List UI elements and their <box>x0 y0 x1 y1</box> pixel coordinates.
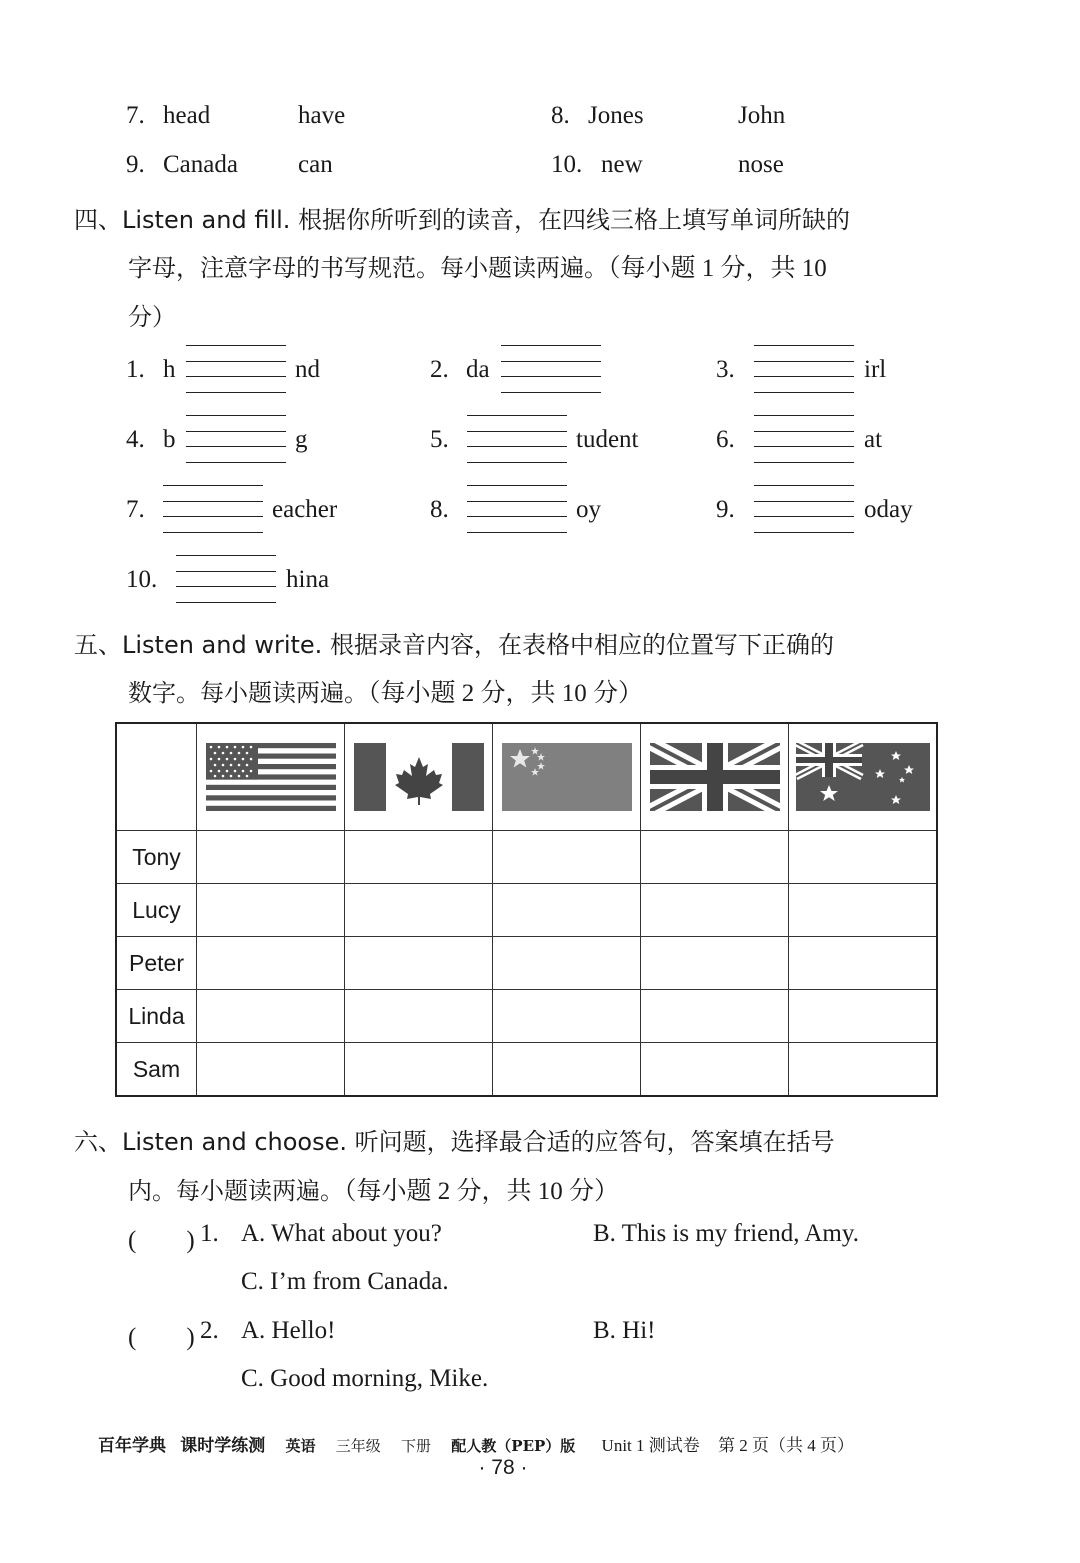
top-row-10-word1: new <box>601 151 643 178</box>
china-flag-cell <box>493 723 641 831</box>
top-row-10-num: 10. <box>551 151 583 178</box>
table-cell[interactable] <box>345 831 493 884</box>
section6-instruction-line2 <box>128 1171 619 1207</box>
section6-line2: 内。每小题读两遍。 <box>128 1177 344 1205</box>
table-cell[interactable] <box>493 1043 641 1097</box>
australia-flag-cell <box>789 723 938 831</box>
china-flag-icon <box>502 743 632 811</box>
section6-line1: 听问题，选择最合适的应答句，答案填在括号 <box>354 1128 835 1156</box>
fill-item-post: at <box>864 426 883 453</box>
section4-line1: 根据你所听到的读音，在四线三格上填写单词所缺的 <box>298 206 851 234</box>
section5-instruction-line2 <box>128 673 643 709</box>
section4-label: 四、 <box>74 206 122 234</box>
fill-item-num: 5. <box>430 426 449 453</box>
fill-item-pre: h <box>163 356 176 383</box>
section6-title-en: Listen and choose. <box>122 1128 348 1156</box>
table-cell[interactable] <box>197 1043 345 1097</box>
four-line-grid-7[interactable] <box>163 485 263 533</box>
four-line-grid-2[interactable] <box>501 345 601 393</box>
four-line-grid-8[interactable] <box>467 485 567 533</box>
table-cell[interactable] <box>641 831 789 884</box>
footer-volume: 下册 <box>401 1437 432 1455</box>
table-cell[interactable] <box>197 884 345 937</box>
fill-item-num: 3. <box>716 356 735 383</box>
top-row-7-word2: have <box>298 102 346 129</box>
option-c: C. Good morning, Mike. <box>241 1365 489 1392</box>
fill-item-post: tudent <box>576 426 639 453</box>
table-cell[interactable] <box>493 990 641 1043</box>
table-cell[interactable] <box>345 1043 493 1097</box>
table-cell[interactable] <box>197 831 345 884</box>
usa-flag-icon <box>206 743 336 811</box>
table-cell[interactable] <box>641 1043 789 1097</box>
section5-heading <box>74 625 834 660</box>
section4-score-end: 分） <box>128 303 176 331</box>
top-row-8-word2: John <box>738 102 786 129</box>
table-cell[interactable] <box>197 937 345 990</box>
top-row-10-word2: nose <box>738 151 784 178</box>
table-cell[interactable] <box>493 884 641 937</box>
australia-flag-icon <box>796 743 930 811</box>
row-name-tony: Tony <box>116 831 197 884</box>
fill-item-post: hina <box>286 566 330 593</box>
table-cell[interactable] <box>641 937 789 990</box>
question-num: 2. <box>200 1317 219 1344</box>
page-number: · 78 · <box>478 1456 528 1479</box>
fill-item-pre: da <box>466 356 490 383</box>
section4-line2: 字母，注意字母的书写规范。每小题读两遍。 <box>128 254 608 282</box>
option-a: A. Hello! <box>241 1317 336 1344</box>
section5-score: （每小题 2 分，共 10 分） <box>368 680 644 707</box>
four-line-grid-1[interactable] <box>186 345 286 393</box>
usa-flag-cell <box>197 723 345 831</box>
four-line-grid-3[interactable] <box>754 345 854 393</box>
fill-item-pre: b <box>163 426 176 453</box>
table-cell[interactable] <box>493 937 641 990</box>
footer-series: 课时学练测 <box>180 1436 266 1456</box>
answer-bracket[interactable]: ( ) <box>128 1227 195 1254</box>
four-line-grid-9[interactable] <box>754 485 854 533</box>
option-b: B. Hi! <box>593 1317 656 1344</box>
row-name-lucy: Lucy <box>116 884 197 937</box>
option-b: B. This is my friend, Amy. <box>593 1220 859 1247</box>
footer-edition: 配人教（PEP）版 <box>451 1437 576 1455</box>
footer-brand: 百年学典 <box>98 1436 166 1456</box>
uk-flag-cell <box>641 723 789 831</box>
fill-item-num: 2. <box>430 356 449 383</box>
row-name-linda: Linda <box>116 990 197 1043</box>
fill-item-num: 6. <box>716 426 735 453</box>
fill-item-num: 10. <box>126 566 158 593</box>
section6-label: 六、 <box>74 1128 122 1156</box>
table-corner-cell <box>116 723 197 831</box>
section4-heading <box>74 200 850 235</box>
option-a: A. What about you? <box>241 1220 442 1247</box>
section5-label: 五、 <box>74 631 122 659</box>
top-row-8-num: 8. <box>551 102 570 129</box>
section4-score: （每小题 1 分，共 10 <box>608 255 827 282</box>
table-cell[interactable] <box>493 831 641 884</box>
fill-item-post: nd <box>295 356 320 383</box>
fill-item-num: 9. <box>716 496 735 523</box>
table-cell[interactable] <box>789 937 938 990</box>
table-cell[interactable] <box>345 990 493 1043</box>
table-cell[interactable] <box>345 937 493 990</box>
footer-grade: 三年级 <box>335 1437 381 1455</box>
fill-item-post: oy <box>576 496 601 523</box>
footer-unit: Unit 1 测试卷 <box>601 1436 700 1455</box>
top-row-9-word2: can <box>298 151 333 178</box>
four-line-grid-4[interactable] <box>186 415 286 463</box>
flags-table <box>115 722 938 1097</box>
fill-item-post: g <box>295 426 308 453</box>
row-name-peter: Peter <box>116 937 197 990</box>
section5-title-en: Listen and write. <box>122 631 323 659</box>
table-cell[interactable] <box>789 990 938 1043</box>
top-row-9-word1: Canada <box>163 151 238 178</box>
table-cell[interactable] <box>789 884 938 937</box>
four-line-grid-10[interactable] <box>176 555 276 603</box>
section6-score: （每小题 2 分，共 10 分） <box>344 1178 620 1205</box>
row-name-sam: Sam <box>116 1043 197 1097</box>
table-cell[interactable] <box>789 831 938 884</box>
fill-item-post: eacher <box>272 496 338 523</box>
fill-item-num: 4. <box>126 426 145 453</box>
footer-subject: 英语 <box>285 1437 316 1455</box>
section4-title-en: Listen and fill. <box>122 206 291 234</box>
four-line-grid-5[interactable] <box>467 415 567 463</box>
top-row-7-num: 7. <box>126 102 145 129</box>
question-num: 1. <box>200 1220 219 1247</box>
table-cell[interactable] <box>641 884 789 937</box>
fill-item-num: 7. <box>126 496 145 523</box>
section4-instruction-line2 <box>128 248 827 284</box>
fill-item-num: 8. <box>430 496 449 523</box>
fill-item-num: 1. <box>126 356 145 383</box>
canada-flag-cell <box>345 723 493 831</box>
footer-page-info: 第 2 页（共 4 页） <box>718 1436 855 1455</box>
four-line-grid-6[interactable] <box>754 415 854 463</box>
table-cell[interactable] <box>197 990 345 1043</box>
answer-bracket[interactable]: ( ) <box>128 1324 195 1351</box>
footer <box>98 1431 854 1456</box>
option-c: C. I’m from Canada. <box>241 1268 449 1295</box>
fill-item-post: oday <box>864 496 913 523</box>
table-cell[interactable] <box>641 990 789 1043</box>
section5-line2: 数字。每小题读两遍。 <box>128 679 368 707</box>
top-row-8-word1: Jones <box>588 102 644 129</box>
top-row-9-num: 9. <box>126 151 145 178</box>
top-row-7-word1: head <box>163 102 211 129</box>
section5-line1: 根据录音内容，在表格中相应的位置写下正确的 <box>329 631 834 659</box>
table-cell[interactable] <box>345 884 493 937</box>
table-cell[interactable] <box>789 1043 938 1097</box>
canada-flag-icon <box>354 743 484 811</box>
section6-heading <box>74 1122 835 1157</box>
uk-flag-icon <box>650 743 780 811</box>
fill-item-post: irl <box>864 356 887 383</box>
